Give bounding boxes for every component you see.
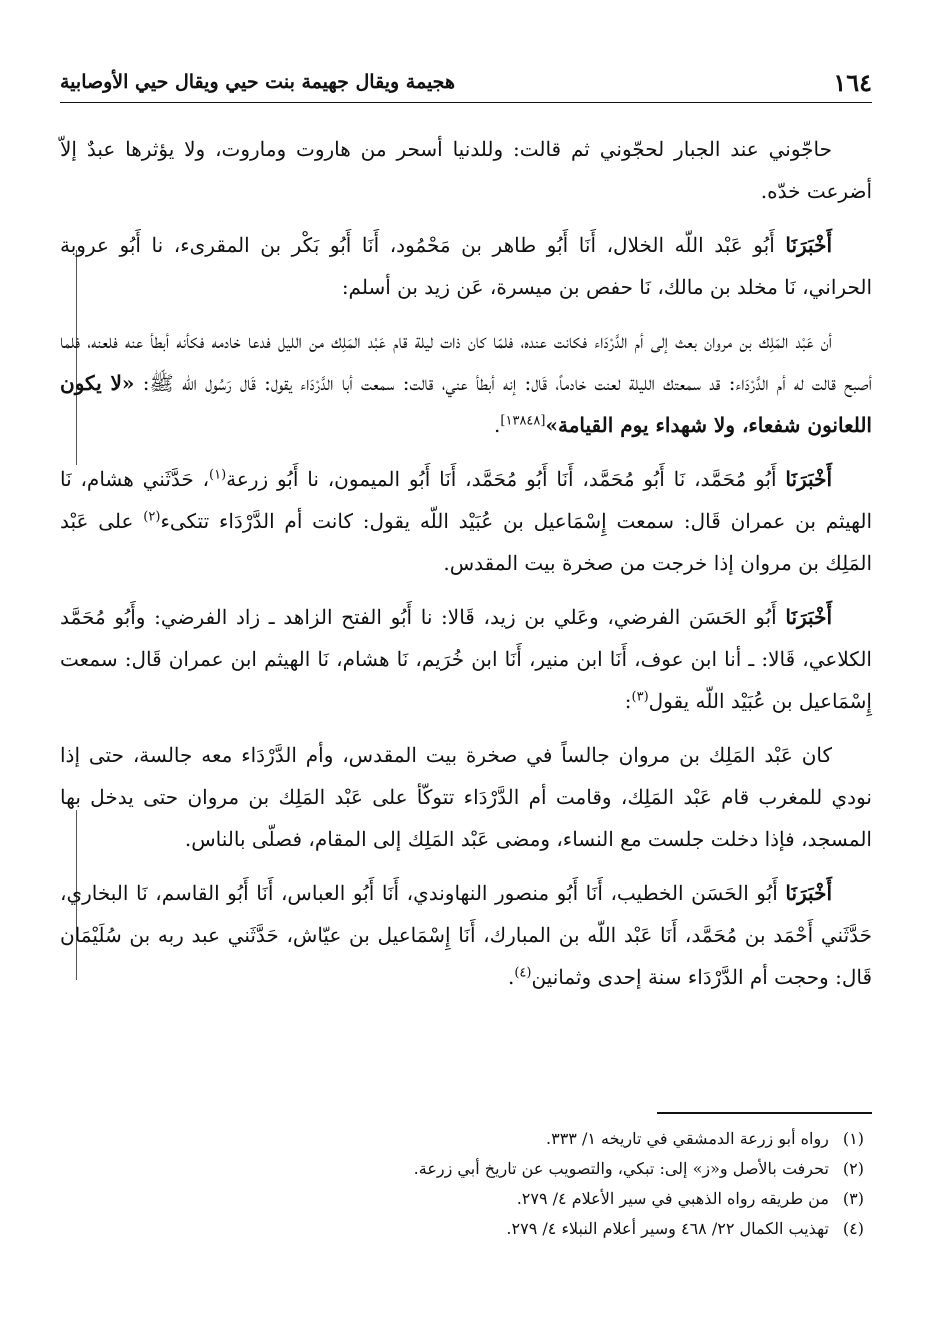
paragraph [60, 458, 872, 584]
footnote-marker[interactable]: (٢) [143, 509, 161, 525]
footnote-text: تهذيب الكمال ٢٢/ ٤٦٨ وسير أعلام النبلاء ٤/ ٢٧٩. [506, 1218, 829, 1238]
paragraph-text: حاجّوني عند الجبار لحجّوني ثم قالت: وللدنيا أسحر من هاروت وماروت، ولا يؤثرها عبدٌ إلاّ أضرعت خدّه. [60, 137, 872, 203]
paragraph [60, 596, 872, 722]
footnote-marker[interactable]: (١) [209, 467, 227, 483]
isnad-lead: أَخْبَرَنَا [785, 881, 832, 905]
footnote-text: تحرفت بالأصل و«ز» إلى: تبكي، والتصويب عن تاريخ أبي زرعة. [413, 1158, 829, 1178]
paragraph [60, 734, 872, 860]
paragraph [60, 128, 872, 212]
paragraph [60, 872, 872, 998]
body-text [60, 128, 872, 1010]
footnote-number: (١) [842, 1128, 864, 1148]
paragraph-text: . [507, 965, 515, 989]
hadith-text: «لا يكون اللعانون شفعاء، ولا شهداء يوم القيامة» [60, 371, 872, 437]
footnote [60, 1184, 872, 1214]
page-header [60, 62, 872, 103]
paragraph-text: أَبُو الحَسَن الخطيب، أَنَا أَبُو منصور النهاوندي، أَنَا أَبُو العباس، أَنَا أَبُو القاسم، نَا البخاري، حَدَّثَني أَحْمَد بن مُحَمَّد، أَنَا عَبْد اللّه بن المبارك، أَنَا إِسْمَاعيل بن عيّاش، حَدَّثَني عبد ربه بن سُلَيْمَان قَال: وحجت أم الدَّرْدَاء سنة إحدى وثمانين [60, 881, 872, 989]
footnote-number: (٤) [842, 1218, 864, 1238]
footnote [60, 1154, 872, 1184]
paragraph [60, 320, 872, 446]
isnad-lead: أَخْبَرَنَا [785, 233, 832, 257]
footnote-text: رواه أبو زرعة الدمشقي في تاريخه ١/ ٣٣٣. [546, 1128, 829, 1148]
paragraph-text: كان عَبْد المَلِك بن مروان جالساً في صخرة بيت المقدس، وأم الدَّرْدَاء معه جالسة، حتى إذا نودي للمغرب قام عَبْد المَلِك، وقامت أم الدَّرْدَاء تتوكّأ على عَبْد المَلِك بن مروان حتى يدخل بها المسجد، فإذا دخلت جلست مع النساء، ومضى عَبْد المَلِك إلى المقام، فصلّى بالناس. [60, 743, 872, 851]
footnote-divider [657, 1112, 872, 1114]
paragraph [60, 224, 872, 308]
paragraph-text: أَبُو الحَسَن الفرضي، وعَلي بن زيد، قَالا: نا أَبُو الفتح الزاهد ـ زاد الفرضي: وأَبُو مُحَمَّد الكلاعي، قَالا: ـ أنا ابن عوف، أَنَا ابن منير، أَنَا ابن خُرَيم، نَا هشام، نَا الهيثم ابن عمران قَال: سمعت إِسْمَاعيل بن عُبَيْد اللّه يقول [60, 605, 872, 713]
isnad-lead: أَخْبَرَنَا [785, 605, 833, 629]
footnote-marker[interactable]: (٤) [514, 965, 532, 981]
paragraph-text: ، حَدَّثَني هشام، نَا الهيثم بن عمران قَال: سمعت إِسْمَاعيل بن عُبَيْد اللّه يقول: كانت أم الدَّرْدَاء تتكىء [60, 467, 872, 533]
paragraph-text: أَبُو عَبْد اللّه الخلال، أَنَا أَبُو طاهر بن مَحْمُود، أَنَا أَبُو بَكْر بن المقرىء، نا أَبُو عروبة الحراني، نَا مخلد بن مالك، نَا حفص بن ميسرة، عَن زيد بن أسلم: [60, 233, 872, 299]
paragraph-text: على عَبْد المَلِك بن مروان إذا خرجت من صخرة بيت المقدس. [60, 509, 872, 575]
footnote-marker[interactable]: (٣) [631, 689, 649, 705]
footnote [60, 1214, 872, 1244]
paragraph-tail: . [494, 413, 501, 437]
paragraph-text: : [624, 689, 632, 713]
footnotes [60, 1112, 872, 1244]
footnote-text: من طريقه رواه الذهبي في سير الأعلام ٤/ ٢٧٩. [516, 1188, 829, 1208]
hadith-reference: [١٣٨٤٨] [500, 413, 546, 429]
running-title: هجيمة ويقال جهيمة بنت حيي ويقال حيي الأوصابية [60, 71, 455, 93]
paragraph-text: أن عَبْد المَلِك بن مروان بعث إلى أم الدَّرْدَاء فكانت عنده، فلمّا كان ذات ليلة قام عَبْد المَلِك من الليل فدعا خادمه فكأنه أبطأ عنه فلعنه، فلما أصبح قالت له أم الدَّرْدَاء: قد سمعتك الليلة لعنت خادماً، قَال: إنه أبطأ عني، قالت: سمعت أبا الدَّرْدَاء يقول: قَال رَسُول اللّه ﷺ: [60, 329, 873, 395]
footnote-number: (٢) [842, 1158, 864, 1178]
footnote [60, 1124, 872, 1154]
footnote-number: (٣) [842, 1188, 864, 1208]
paragraph-text: أَبُو مُحَمَّد، نَا أَبُو مُحَمَّد، أَنَا أَبُو مُحَمَّد، أَنَا أَبُو الميمون، نا أَبُو زرعة [226, 467, 777, 491]
isnad-lead: أَخْبَرَنَا [785, 467, 833, 491]
page-number: ١٦٤ [833, 67, 872, 97]
